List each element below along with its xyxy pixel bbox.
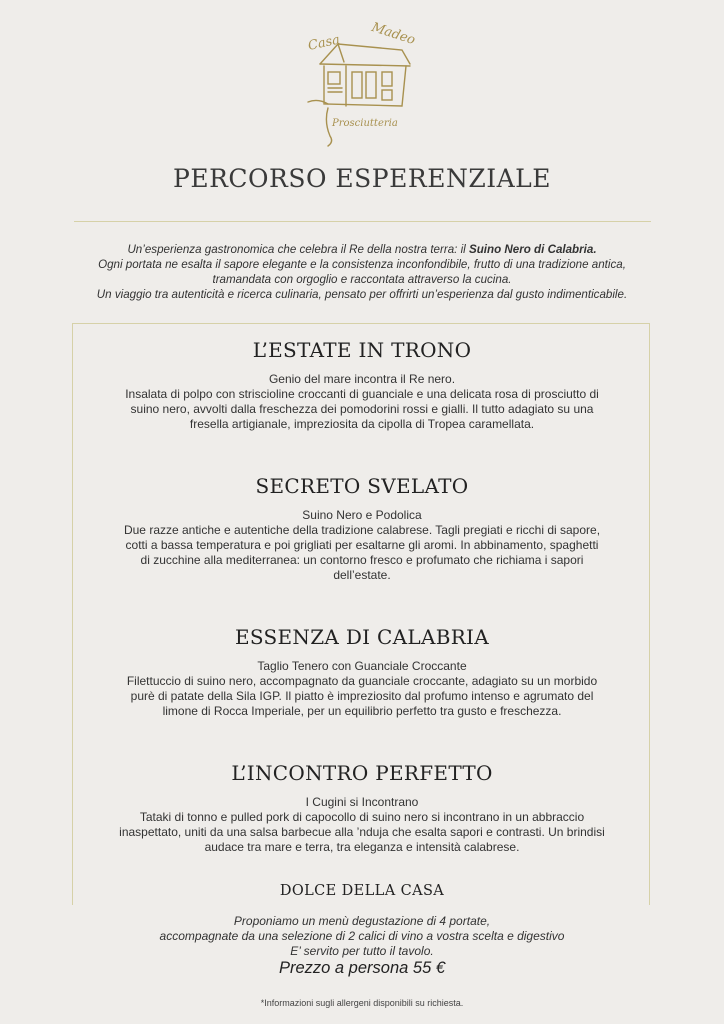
course-desc-line: cotti a bassa temperatura e poi grigliati per esaltarne gli aromi. In abbinamento, spaghetti: [125, 538, 599, 552]
house-logo-icon: [298, 22, 424, 150]
course-subtitle: Genio del mare incontra il Re nero.: [268, 372, 456, 386]
course-desc-line: di zucchine alla mediterranea: un contorno fresco e profumato che richiama i sapori: [140, 553, 584, 567]
intro-line-3: tramandata con orgoglio e raccontata attraverso la cucina.: [212, 273, 512, 286]
course-1: [80, 338, 644, 432]
course-title: L’INCONTRO PERFETTO: [231, 761, 493, 785]
title-divider: [74, 221, 651, 222]
casa-madeo-logo: [298, 22, 424, 150]
tasting-info-line-2: accompagnate da una selezione di 2 calici di vino a vostra scelta e digestivo: [159, 929, 565, 943]
course-3: [80, 625, 644, 719]
page-title: PERCORSO ESPERENZIALE: [173, 164, 551, 193]
course-desc-line: dell’estate.: [333, 568, 391, 582]
price-per-person: Prezzo a persona 55 €: [278, 959, 446, 977]
intro-line-1-text: Un’esperienza gastronomica che celebra il Re della nostra terra: il: [127, 243, 469, 256]
intro-line-4: Un viaggio tra autenticità e ricerca culinaria, pensato per offrirti un’esperienza dal gusto indimenticabile.: [96, 288, 628, 301]
course-desc-line: inaspettato, uniti da una salsa barbecue alla ’nduja che esalta sapori e contrasti. Un brindisi: [119, 825, 605, 839]
course-4: [80, 761, 644, 855]
course-desc-line: limone di Rocca Imperiale, per un equilibrio perfetto tra gusto e freschezza.: [162, 704, 562, 718]
course-2: [80, 474, 644, 583]
course-desc-line: suino nero, avvolti dalla freschezza dei pomodorini rossi e gialli. Il tutto adagiato su una: [130, 402, 594, 416]
course-subtitle: I Cugini si Incontrano: [305, 795, 419, 809]
intro-text: [20, 242, 704, 302]
tasting-info-line-3: E’ servito per tutto il tavolo.: [290, 944, 434, 958]
tasting-info: [0, 914, 724, 959]
intro-line-1-highlight: Suino Nero di Calabria.: [468, 243, 597, 256]
tasting-info-line-1: Proponiamo un menù degustazione di 4 portate,: [233, 914, 491, 928]
course-title: ESSENZA DI CALABRIA: [234, 625, 489, 649]
course-desc-line: Tataki di tonno e pulled pork di capocollo di suino nero si incontrano in un abbraccio: [139, 810, 585, 824]
logo-word-casa: Casa: [306, 32, 342, 54]
course-desc-line: fresella artigianale, impreziosita da cipolla di Tropea caramellata.: [189, 417, 535, 431]
course-subtitle: Suino Nero e Podolica: [302, 508, 422, 522]
course-desc-line: Due razze antiche e autentiche della tradizione calabrese. Tagli pregiati e ricchi di sapore,: [123, 523, 601, 537]
dolce-heading: DOLCE DELLA CASA: [279, 883, 445, 899]
course-desc-line: purè di patate della Sila IGP. Il piatto è impreziosito dal profumo intenso e agrumato del: [130, 689, 594, 703]
course-title: L’ESTATE IN TRONO: [252, 338, 472, 362]
course-subtitle: Taglio Tenero con Guanciale Croccante: [257, 659, 467, 673]
intro-line-2: Ogni portata ne esalta il sapore elegante e la consistenza inconfondibile, frutto di una tradizione antica,: [98, 258, 626, 271]
course-desc-line: Insalata di polpo con striscioline croccanti di guanciale e una delicata rosa di prosciutto di: [125, 387, 599, 401]
course-desc-line: Filettuccio di suino nero, accompagnato da guanciale croccante, adagiato su un morbido: [126, 674, 598, 688]
logo-word-prosciutteria: Prosciutteria: [332, 118, 398, 129]
allergen-note: *Informazioni sugli allergeni disponibili su richiesta.: [260, 998, 464, 1008]
course-title: SECRETO SVELATO: [255, 474, 469, 498]
logo-word-madeo: Madeo: [369, 22, 417, 49]
course-desc-line: audace tra mare e terra, tra eleganza e intensità calabrese.: [204, 840, 520, 854]
intro-line-1: [20, 242, 704, 257]
